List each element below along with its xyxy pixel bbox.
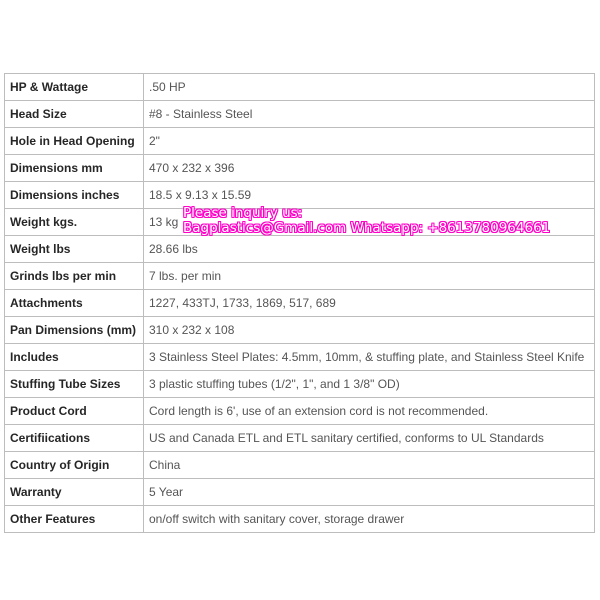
spec-value: 3 Stainless Steel Plates: 4.5mm, 10mm, & stuffing plate, and Stainless Steel Knife [144, 344, 595, 371]
table-row [5, 398, 595, 425]
table-row [5, 128, 595, 155]
spec-value: 28.66 lbs [144, 236, 595, 263]
spec-label: Stuffing Tube Sizes [5, 371, 144, 398]
spec-value: 5 Year [144, 479, 595, 506]
spec-value: 13 kg [144, 209, 595, 236]
table-row [5, 263, 595, 290]
spec-value: 2" [144, 128, 595, 155]
spec-value: 7 lbs. per min [144, 263, 595, 290]
spec-value: 18.5 x 9.13 x 15.59 [144, 182, 595, 209]
table-row [5, 290, 595, 317]
watermark-line-contact: Bagplastics@Gmail.com Whatsapp: +8613780964661 [183, 220, 551, 236]
table-row [5, 74, 595, 101]
spec-label: HP & Wattage [5, 74, 144, 101]
spec-value: 470 x 232 x 396 [144, 155, 595, 182]
spec-label: Head Size [5, 101, 144, 128]
table-row [5, 452, 595, 479]
spec-label: Warranty [5, 479, 144, 506]
table-row [5, 317, 595, 344]
spec-label: Includes [5, 344, 144, 371]
table-row [5, 182, 595, 209]
spec-value: 1227, 433TJ, 1733, 1869, 517, 689 [144, 290, 595, 317]
table-row [5, 101, 595, 128]
spec-label: Attachments [5, 290, 144, 317]
watermark-line-inquiry: Please inquiry us: [183, 205, 303, 221]
table-row [5, 236, 595, 263]
table-row [5, 506, 595, 533]
spec-table [4, 73, 595, 533]
spec-table-body [5, 74, 595, 533]
spec-label: Pan Dimensions (mm) [5, 317, 144, 344]
table-row [5, 344, 595, 371]
spec-value: Cord length is 6', use of an extension cord is not recommended. [144, 398, 595, 425]
spec-label: Product Cord [5, 398, 144, 425]
table-row [5, 155, 595, 182]
spec-label: Other Features [5, 506, 144, 533]
table-row [5, 425, 595, 452]
spec-value: 3 plastic stuffing tubes (1/2", 1", and 1 3/8" OD) [144, 371, 595, 398]
spec-label: Weight lbs [5, 236, 144, 263]
spec-label: Grinds lbs per min [5, 263, 144, 290]
spec-value: #8 - Stainless Steel [144, 101, 595, 128]
spec-label: Dimensions mm [5, 155, 144, 182]
spec-label: Dimensions inches [5, 182, 144, 209]
table-row [5, 479, 595, 506]
table-row [5, 209, 595, 236]
spec-value: China [144, 452, 595, 479]
spec-value: .50 HP [144, 74, 595, 101]
spec-label: Certifiications [5, 425, 144, 452]
table-row [5, 371, 595, 398]
spec-value: on/off switch with sanitary cover, storage drawer [144, 506, 595, 533]
spec-value: US and Canada ETL and ETL sanitary certified, conforms to UL Standards [144, 425, 595, 452]
spec-label: Hole in Head Opening [5, 128, 144, 155]
spec-label: Weight kgs. [5, 209, 144, 236]
spec-value: 310 x 232 x 108 [144, 317, 595, 344]
spec-label: Country of Origin [5, 452, 144, 479]
